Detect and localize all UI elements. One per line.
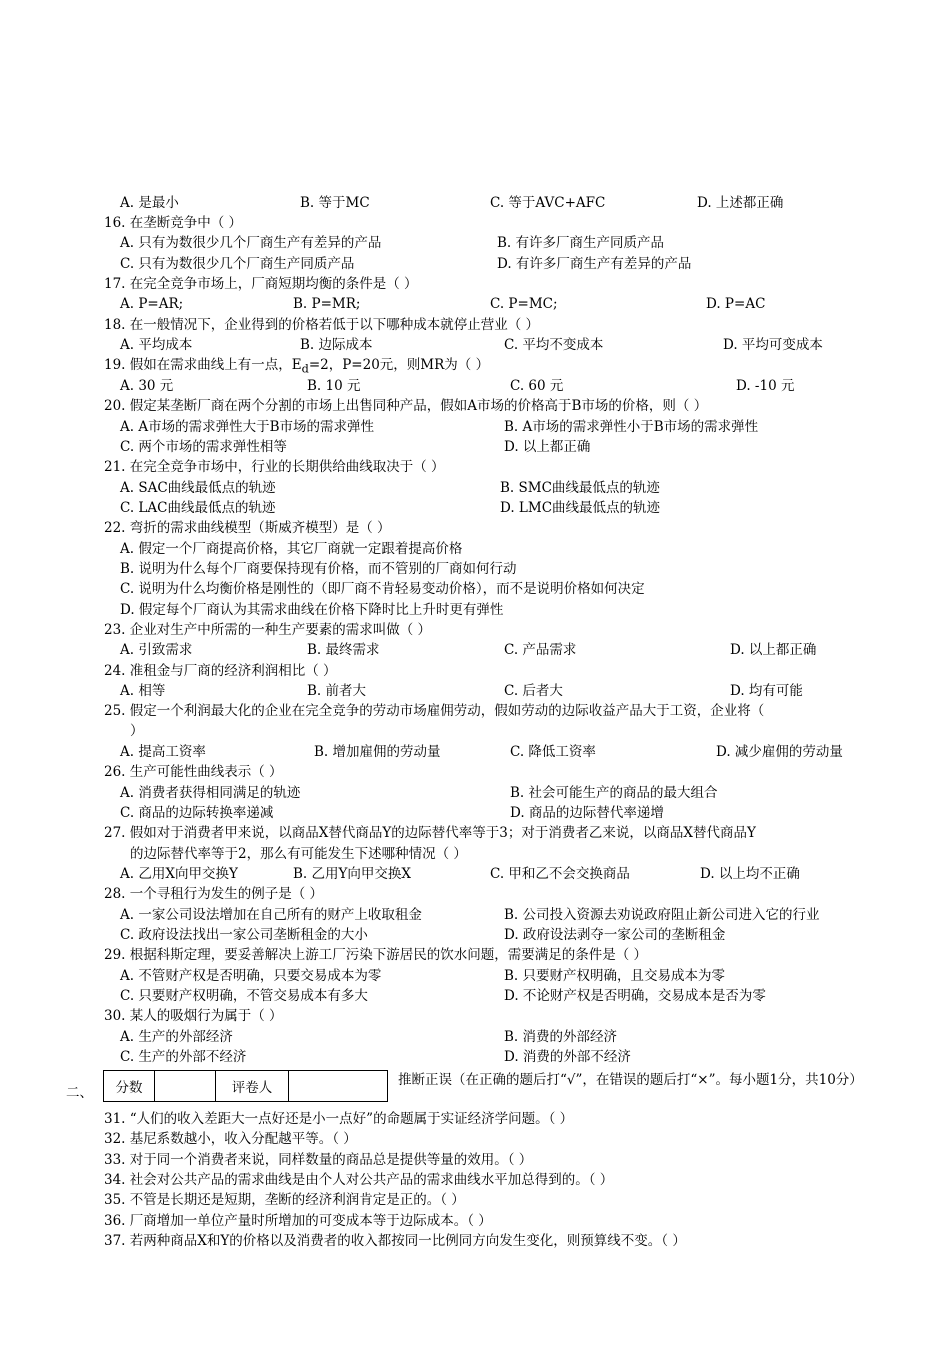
answer-option: C. 平均不变成本: [504, 337, 604, 353]
answer-option: C. 甲和乙不会交换商品: [490, 866, 630, 882]
answer-option: D. P=AC: [706, 296, 766, 312]
answer-option: B. 10 元: [307, 378, 361, 394]
answer-option: C. 生产的外部不经济: [120, 1049, 247, 1065]
grader-label: 评卷人: [216, 1071, 289, 1102]
question-text: 31. “人们的收入差距大一点好还是小一点好”的命题属于实证经济学问题。（ ）: [104, 1111, 574, 1127]
answer-option: D. 有许多厂商生产有差异的产品: [497, 256, 692, 272]
answer-option: A. 消费者获得相同满足的轨迹: [120, 785, 301, 801]
answer-option: B. 增加雇佣的劳动量: [314, 744, 441, 760]
question-text: D. 假定每个厂商认为其需求曲线在价格下降时比上升时更有弹性: [120, 602, 504, 618]
answer-option: B. 等于MC: [300, 195, 370, 211]
answer-option: B. 社会可能生产的商品的最大组合: [510, 785, 718, 801]
question-text: 33. 对于同一个消费者来说，同样数量的商品总是提供等量的效用。（ ）: [104, 1152, 533, 1168]
score-table: [103, 1070, 388, 1102]
question-text: 的边际替代率等于2，那么有可能发生下述哪种情况（ ）: [130, 846, 467, 862]
answer-option: C. LAC曲线最低点的轨迹: [120, 500, 276, 516]
answer-option: C. 商品的边际转换率递减: [120, 805, 274, 821]
question-text: 36. 厂商增加一单位产量时所增加的可变成本等于边际成本。（ ）: [104, 1213, 492, 1229]
answer-option: C. 等于AVC+AFC: [490, 195, 606, 211]
answer-option: A. 提高工资率: [120, 744, 206, 760]
question-text: 24. 准租金与厂商的经济利润相比（ ）: [104, 663, 337, 679]
answer-option: D. 不论财产权是否明确，交易成本是否为零: [504, 988, 766, 1004]
question-text: C. 说明为什么均衡价格是刚性的（即厂商不肯轻易变动价格），而不是说明价格如何决定: [120, 581, 645, 597]
answer-option: C. 降低工资率: [510, 744, 596, 760]
grader-cell: [289, 1071, 388, 1102]
question-text: A. 假定一个厂商提高价格，其它厂商就一定跟着提高价格: [120, 541, 463, 557]
answer-option: C. 后者大: [504, 683, 563, 699]
answer-option: A. A市场的需求弹性大于B市场的需求弹性: [120, 419, 375, 435]
answer-option: A. 是最小: [120, 195, 179, 211]
question-text: 20. 假定某垄断厂商在两个分割的市场上出售同种产品，假如A市场的价格高于B市场的价格，则（ ）: [104, 398, 708, 414]
answer-option: A. SAC曲线最低点的轨迹: [120, 480, 276, 496]
answer-option: B. P=MR;: [293, 296, 361, 312]
question-28-stem: 28. 一个寻租行为发生的例子是（ ）: [104, 886, 324, 902]
answer-option: D. 以上都正确: [504, 439, 591, 455]
question-text: 25. 假定一个利润最大化的企业在完全竞争的劳动市场雇佣劳动，假如劳动的边际收益产品大于工资，企业将（: [104, 703, 765, 719]
answer-option: A. 30 元: [120, 378, 174, 394]
question-text: 32. 基尼系数越小，收入分配越平等。（ ）: [104, 1131, 357, 1147]
answer-option: A. 引致需求: [120, 642, 193, 658]
score-label: 分数: [104, 1071, 155, 1102]
question-text: 17. 在完全竞争市场上，厂商短期均衡的条件是（ ）: [104, 276, 418, 292]
question-text: B. 说明为什么每个厂商要保持现有价格，而不管别的厂商如何行动: [120, 561, 517, 577]
answer-option: D. 消费的外部不经济: [504, 1049, 631, 1065]
question-text: 16. 在垄断竞争中（ ）: [104, 215, 243, 231]
answer-option: A. P=AR;: [120, 296, 184, 312]
question-text: 18. 在一般情况下，企业得到的价格若低于以下哪种成本就停止营业（ ）: [104, 317, 540, 333]
question-text: 34. 社会对公共产品的需求曲线是由个人对公共产品的需求曲线水平加总得到的。（ ）: [104, 1172, 614, 1188]
answer-option: D. 政府设法剥夺一家公司的垄断租金: [504, 927, 726, 943]
answer-option: B. 有许多厂商生产同质产品: [497, 235, 665, 251]
answer-option: C. P=MC;: [490, 296, 558, 312]
answer-option: A. 一家公司设法增加在自己所有的财产上收取租金: [120, 907, 422, 923]
answer-option: C. 只要财产权明确，不管交易成本有多大: [120, 988, 368, 1004]
question-text: 27. 假如对于消费者甲来说，以商品X替代商品Y的边际替代率等于3；对于消费者乙来说，以商品X替代商品Y: [104, 825, 756, 841]
answer-option: A. 平均成本: [120, 337, 193, 353]
answer-option: A. 乙用X向甲交换Y: [120, 866, 238, 882]
answer-option: B. 前者大: [307, 683, 367, 699]
answer-option: D. 上述都正确: [697, 195, 784, 211]
answer-option: D. -10 元: [736, 378, 795, 394]
answer-option: A. 只有为数很少几个厂商生产有差异的产品: [120, 235, 382, 251]
question-text: 22. 弯折的需求曲线模型（斯威齐模型）是（ ）: [104, 520, 391, 536]
answer-option: C. 两个市场的需求弹性相等: [120, 439, 287, 455]
answer-option: C. 政府设法找出一家公司垄断租金的大小: [120, 927, 368, 943]
answer-option: C. 只有为数很少几个厂商生产同质产品: [120, 256, 355, 272]
answer-option: B. 只要财产权明确，且交易成本为零: [504, 968, 726, 984]
answer-option: D. 平均可变成本: [723, 337, 823, 353]
answer-option: D. 以上均不正确: [700, 866, 800, 882]
answer-option: D. 商品的边际替代率递增: [510, 805, 664, 821]
question-text: 23. 企业对生产中所需的一种生产要素的需求叫做（ ）: [104, 622, 432, 638]
answer-option: D. LMC曲线最低点的轨迹: [500, 500, 661, 516]
question-text: 35. 不管是长期还是短期，垄断的经济利润肯定是正的。（ ）: [104, 1192, 465, 1208]
question-text: 30. 某人的吸烟行为属于（ ）: [104, 1008, 283, 1024]
answer-option: C. 60 元: [510, 378, 564, 394]
section-2-instruction: 推断正误（在正确的题后打“√”，在错误的题后打“×”。每小题1分，共10分）: [398, 1072, 863, 1088]
answer-option: D. 以上都正确: [730, 642, 817, 658]
answer-option: B. 乙用Y向甲交换X: [293, 866, 412, 882]
answer-option: B. 边际成本: [300, 337, 373, 353]
question-text: ）: [130, 723, 144, 739]
answer-option: D. 均有可能: [730, 683, 803, 699]
answer-option: B. 消费的外部经济: [504, 1029, 618, 1045]
answer-option: B. 最终需求: [307, 642, 380, 658]
answer-option: A. 不管财产权是否明确，只要交易成本为零: [120, 968, 382, 984]
question-text: 21. 在完全竞争市场中，行业的长期供给曲线取决于（ ）: [104, 459, 445, 475]
question-text: 26. 生产可能性曲线表示（ ）: [104, 764, 283, 780]
question-text: 19. 假如在需求曲线上有一点，$E_d=2$，P=20元，则MR为（ ）: [104, 357, 490, 376]
question-text: 37. 若两种商品X和Y的价格以及消费者的收入都按同一比例同方向发生变化，则预算线不变。（ ）: [104, 1233, 686, 1249]
answer-option: B. 公司投入资源去劝说政府阻止新公司进入它的行业: [504, 907, 820, 923]
answer-option: B. A市场的需求弹性小于B市场的需求弹性: [504, 419, 759, 435]
answer-option: C. 产品需求: [504, 642, 577, 658]
question-text: 29. 根据科斯定理，要妥善解决上游工厂污染下游居民的饮水问题，需要满足的条件是（ ）: [104, 947, 648, 963]
answer-option: A. 相等: [120, 683, 166, 699]
answer-option: D. 减少雇佣的劳动量: [716, 744, 843, 760]
answer-option: A. 生产的外部经济: [120, 1029, 233, 1045]
answer-option: B. SMC曲线最低点的轨迹: [500, 480, 660, 496]
score-cell: [155, 1071, 216, 1102]
section-2-number: 二、: [66, 1085, 93, 1101]
